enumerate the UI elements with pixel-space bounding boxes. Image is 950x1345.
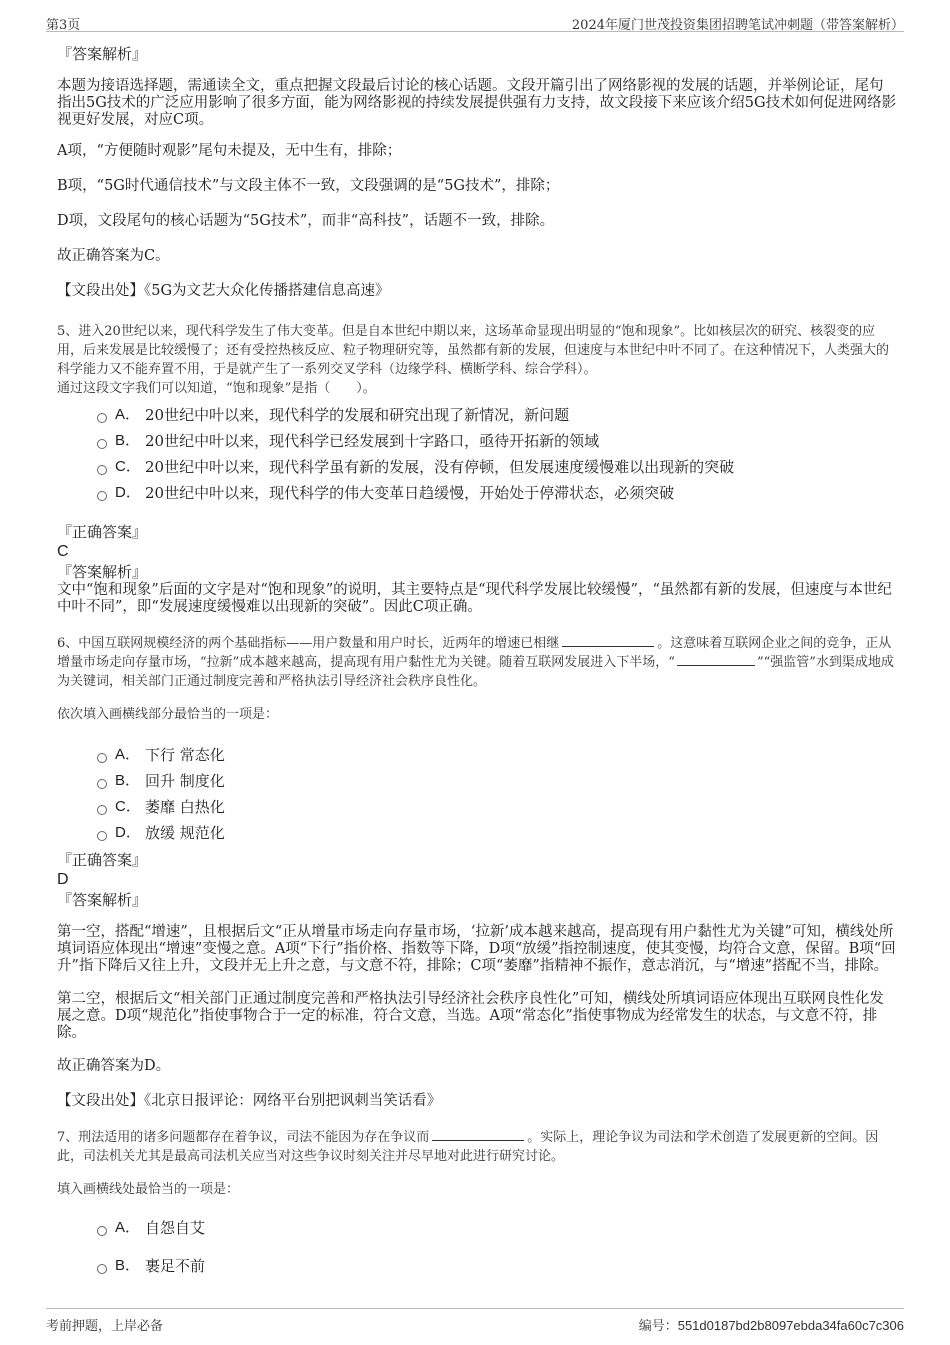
option-d[interactable]: D． 放缓 规范化 <box>97 820 897 846</box>
answer-conclusion: 故正确答案为D。 <box>57 1058 171 1074</box>
radio-button[interactable] <box>97 1226 107 1236</box>
document-code: 编号：551d0187bd2b8097ebda34fa60c7c306 <box>638 1318 904 1334</box>
radio-button[interactable] <box>97 413 107 423</box>
question-5-options <box>97 402 897 506</box>
option-a[interactable]: A． 20世纪中叶以来，现代科学的发展和研究出现了新情况，新问题 <box>97 402 897 428</box>
analysis-option-d: D项，文段尾句的核心话题为“5G技术”，而非“高科技”，话题不一致，排除。 <box>57 213 555 229</box>
analysis-option-b: B项，“5G时代通信技术”与文段主体不一致，文段强调的是“5G技术”，排除； <box>57 178 560 194</box>
question-6-prompt: 依次填入画横线部分最恰当的一项是： <box>57 707 279 722</box>
source-citation: 【文段出处】《北京日报评论：网络平台别把讽刺当笑话看》 <box>57 1093 442 1109</box>
question-7-options <box>97 1215 897 1279</box>
radio-button[interactable] <box>97 1264 107 1274</box>
page-content <box>57 44 897 1279</box>
analysis-paragraph-2: 第二空，根据后文“相关部门正通过制度完善和严格执法引导经济社会秩序良性化”可知，横线处所填词语应体现出互联网良性化发展之意。D项“规范化”指使事物合于一定的标准，符合文意，当选。A项“常态化”指使事物成为经常发生的状态，与文意不符，排除。 <box>57 991 884 1041</box>
question-5-prompt: 通过这段文字我们可以知道，“饱和现象”是指（ ）。 <box>57 381 376 396</box>
radio-button[interactable] <box>97 805 107 815</box>
option-b[interactable]: B． 回升 制度化 <box>97 768 897 794</box>
page-number: 第3页 <box>46 18 81 33</box>
fill-blank <box>432 1128 524 1141</box>
option-a[interactable]: A． 下行 常态化 <box>97 742 897 768</box>
correct-answer-tag: 『正确答案』 <box>57 523 148 541</box>
radio-button[interactable] <box>97 491 107 501</box>
page-header <box>46 8 904 32</box>
option-b[interactable]: B． 20世纪中叶以来，现代科学已经发展到十字路口，亟待开拓新的领域 <box>97 428 897 454</box>
correct-answer: C <box>57 543 69 560</box>
radio-button[interactable] <box>97 779 107 789</box>
page-footer <box>46 1308 904 1336</box>
correct-answer-tag: 『正确答案』 <box>57 851 148 869</box>
fill-blank <box>677 653 755 666</box>
radio-button[interactable] <box>97 753 107 763</box>
analysis-paragraph-1: 第一空，搭配“增速”，且根据后文“正从增量市场走向存量市场，‘拉新’成本越来越高，提高现有用户黏性尤为关键”可知，横线处所填词语应体现出“增速”变慢之意。A项“下行”指价格、指数等下降，D项“放缓”指控制速度，使其变慢，均符合文意，保留。B项“回升”指下降后又往上升，文段并无上升之意，与文意不符，排除；C项“萎靡”指精神不振作，意志消沉，与“增速”搭配不当，排除。 <box>57 924 896 974</box>
question-5-text: 5、进入20世纪以来，现代科学发生了伟大变革。但是自本世纪中期以来，这场革命显现出明显的“饱和现象”。比如核层次的研究、核裂变的应用，后来发展是比较缓慢了；还有受控热核反应、粒子物理研究等，虽然都有新的发展，但速度与本世纪中叶不同了。在这种情况下，人类强大的科学能力又不能弃置不用，于是就产生了一系列交叉学科（边缘学科、横断学科、综合学科）。 <box>57 324 890 377</box>
option-c[interactable]: C． 萎靡 白热化 <box>97 794 897 820</box>
correct-answer: D <box>57 871 69 888</box>
fill-blank <box>562 634 654 647</box>
option-b[interactable]: B． 裹足不前 <box>97 1253 897 1279</box>
radio-button[interactable] <box>97 465 107 475</box>
question-7-text: 7、刑法适用的诸多问题都存在着争议，司法不能因为存在争议而 。实际上，理论争议为司法和学术创造了发展更新的空间。因此，司法机关尤其是最高司法机关应当对这些争议时刻关注并尽早地对此进行研究讨论。 <box>57 1130 879 1164</box>
document-title: 2024年厦门世茂投资集团招聘笔试冲刺题（带答案解析） <box>571 18 904 33</box>
analysis-tag: 『答案解析』 <box>57 563 148 581</box>
source-citation: 【文段出处】《5G为文艺大众化传播搭建信息高速》 <box>57 283 390 299</box>
option-c[interactable]: C． 20世纪中叶以来，现代科学虽有新的发展，没有停顿，但发展速度缓慢难以出现新的突破 <box>97 454 897 480</box>
radio-button[interactable] <box>97 439 107 449</box>
analysis-option-a: A项，“方便随时观影”尾句未提及，无中生有，排除； <box>57 143 402 159</box>
analysis-text: 本题为接语选择题，需通读全文，重点把握文段最后讨论的核心话题。文段开篇引出了网络影视的发展的话题，并举例论证，尾句指出5G技术的广泛应用影响了很多方面，能为网络影视的持续发展提供强有力支持，故文段接下来应该介绍5G技术如何促进网络影视更好发展，对应C项。 <box>57 78 897 128</box>
analysis-tag: 『答案解析』 <box>57 45 148 63</box>
option-a[interactable]: A． 自怨自艾 <box>97 1215 897 1241</box>
analysis-text: 文中“饱和现象”后面的文字是对“饱和现象”的说明，其主要特点是“现代科学发展比较缓慢”，“虽然都有新的发展，但速度与本世纪中叶不同”，即“发展速度缓慢难以出现新的突破”。因此C项正确。 <box>57 582 892 615</box>
question-6-options <box>97 742 897 846</box>
footer-slogan: 考前押题，上岸必备 <box>46 1319 164 1334</box>
option-d[interactable]: D． 20世纪中叶以来，现代科学的伟大变革日趋缓慢，开始处于停滞状态，必须突破 <box>97 480 897 506</box>
question-7-prompt: 填入画横线处最恰当的一项是： <box>57 1182 240 1197</box>
question-6-text: 6、中国互联网规模经济的两个基础指标——用户数量和用户时长，近两年的增速已相继 。这意味着互联网企业之间的竞争，正从增量市场走向存量市场，“拉新”成本越来越高，提高现有用户黏性尤为关键。随着互联网发展进入下半场，“ ”“强监管”水到渠成地成为关键词，相关部门正通过制度完善和严格执法引导经济社会秩序良性化。 <box>57 636 894 689</box>
analysis-tag: 『答案解析』 <box>57 891 148 909</box>
radio-button[interactable] <box>97 831 107 841</box>
answer-conclusion: 故正确答案为C。 <box>57 248 170 264</box>
